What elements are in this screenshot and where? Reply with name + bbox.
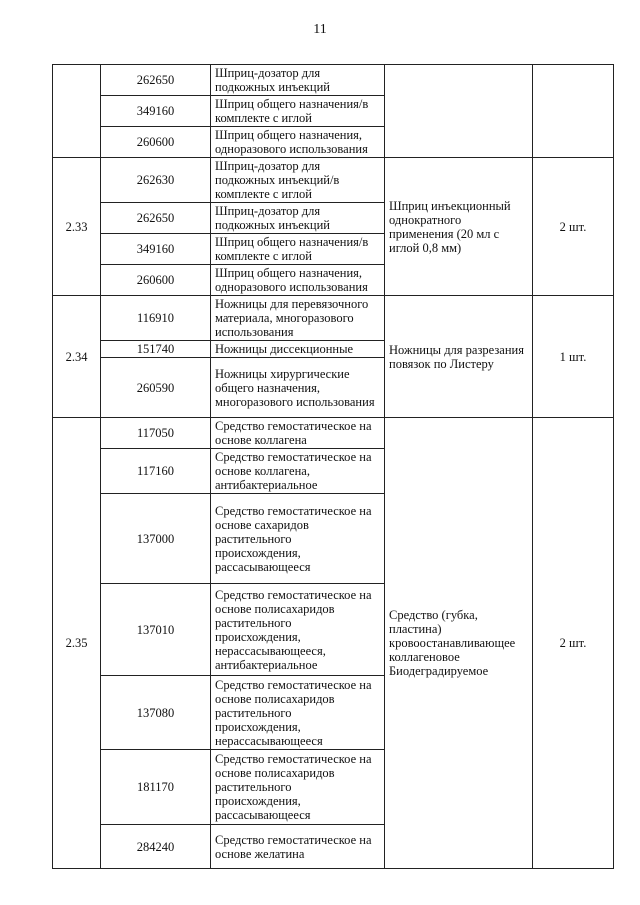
item-number: 2.34	[53, 296, 101, 418]
item-name: Ножницы диссекционные	[211, 341, 385, 358]
item-code: 262650	[101, 203, 211, 234]
item-code: 151740	[101, 341, 211, 358]
item-name: Средство гемостатическое на основе коллагена	[211, 418, 385, 449]
item-number	[53, 65, 101, 158]
table-row	[53, 418, 614, 449]
item-name: Ножницы хирургические общего назначения, многоразового использования	[211, 358, 385, 418]
item-quantity: 1 шт.	[533, 296, 614, 418]
table-row	[53, 65, 614, 96]
table-row	[53, 296, 614, 341]
item-name: Средство гемостатическое на основе коллагена, антибактериальное	[211, 449, 385, 494]
item-code: 137080	[101, 676, 211, 750]
item-code: 349160	[101, 234, 211, 265]
item-code: 260600	[101, 127, 211, 158]
item-number: 2.33	[53, 158, 101, 296]
item-code: 117050	[101, 418, 211, 449]
item-description: Средство (губка, пластина) кровоостанавливающее коллагеновое Биодеградируемое	[385, 418, 533, 869]
item-name: Шприц общего назначения/в комплекте с иглой	[211, 234, 385, 265]
table-row	[53, 158, 614, 203]
specification-table	[52, 64, 614, 869]
item-name: Ножницы для перевязочного материала, многоразового использования	[211, 296, 385, 341]
item-code: 116910	[101, 296, 211, 341]
item-quantity: 2 шт.	[533, 158, 614, 296]
item-code: 349160	[101, 96, 211, 127]
item-quantity	[533, 65, 614, 158]
item-name: Шприц общего назначения, одноразового использования	[211, 127, 385, 158]
item-name: Средство гемостатическое на основе полисахаридов растительного происхождения, нерассасывающееся	[211, 676, 385, 750]
item-name: Средство гемостатическое на основе желатина	[211, 825, 385, 869]
item-name: Средство гемостатическое на основе сахаридов растительного происхождения, рассасывающееся	[211, 494, 385, 584]
item-number: 2.35	[53, 418, 101, 869]
item-code: 260600	[101, 265, 211, 296]
item-name: Шприц-дозатор для подкожных инъекций/в комплекте с иглой	[211, 158, 385, 203]
item-code: 260590	[101, 358, 211, 418]
item-code: 137010	[101, 584, 211, 676]
item-code: 262630	[101, 158, 211, 203]
item-description: Ножницы для разрезания повязок по Листеру	[385, 296, 533, 418]
item-name: Шприц-дозатор для подкожных инъекций	[211, 203, 385, 234]
item-description	[385, 65, 533, 158]
item-name: Шприц общего назначения/в комплекте с иглой	[211, 96, 385, 127]
item-description: Шприц инъекционный однократного применения (20 мл с иглой 0,8 мм)	[385, 158, 533, 296]
item-name: Шприц-дозатор для подкожных инъекций	[211, 65, 385, 96]
item-quantity: 2 шт.	[533, 418, 614, 869]
item-name: Средство гемостатическое на основе полисахаридов растительного происхождения, нерассасывающееся, антибактериальное	[211, 584, 385, 676]
item-code: 284240	[101, 825, 211, 869]
item-name: Средство гемостатическое на основе полисахаридов растительного происхождения, рассасывающееся	[211, 750, 385, 825]
item-code: 117160	[101, 449, 211, 494]
item-code: 137000	[101, 494, 211, 584]
item-code: 262650	[101, 65, 211, 96]
item-name: Шприц общего назначения, одноразового использования	[211, 265, 385, 296]
page-number: 11	[313, 22, 327, 37]
item-code: 181170	[101, 750, 211, 825]
